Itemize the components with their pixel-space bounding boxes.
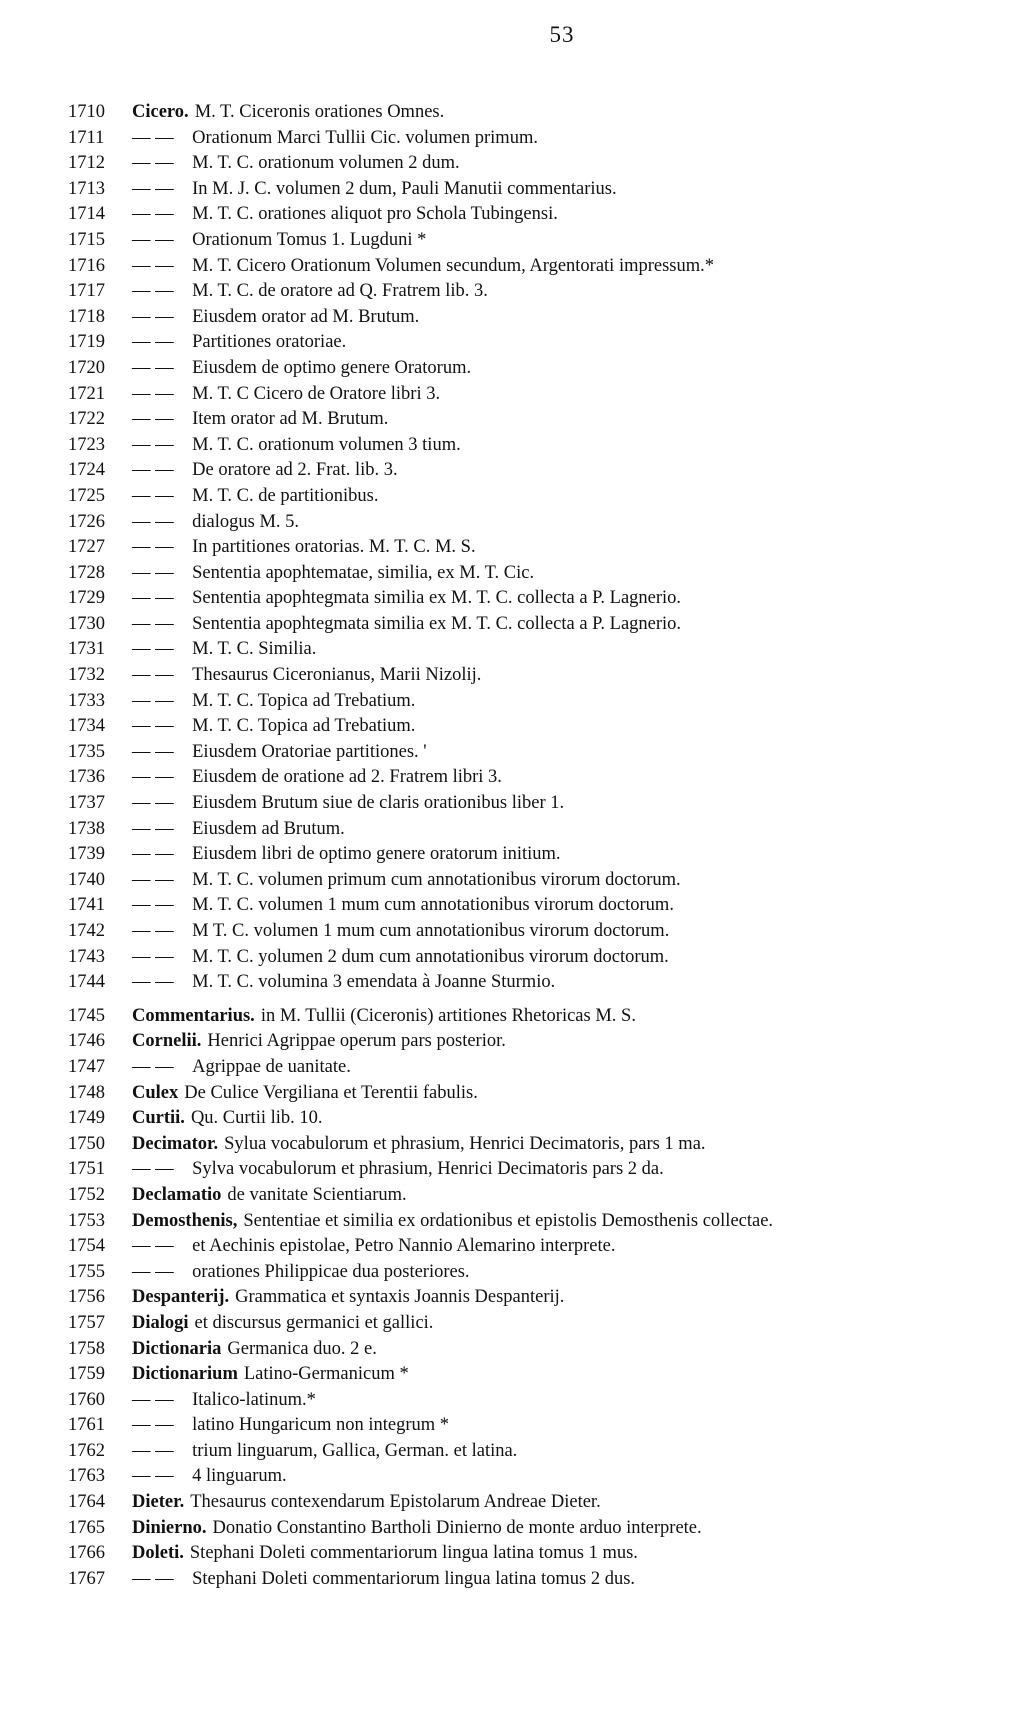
catalog-entry	[68, 1541, 978, 1567]
ditto-dash: — —	[132, 153, 174, 174]
ditto-dash: — —	[132, 1466, 174, 1487]
catalog-entry	[68, 228, 978, 254]
entry-title: De Culice Vergiliana et Terentii fabulis.	[184, 1082, 478, 1103]
catalog-entry	[68, 382, 978, 408]
catalog-entry	[68, 1209, 978, 1235]
ditto-dash: — —	[132, 357, 174, 378]
catalog-entry	[68, 919, 978, 945]
entry-text	[132, 433, 978, 459]
entry-number: 1721	[68, 383, 105, 404]
entry-number: 1749	[68, 1108, 105, 1129]
entry-number: 1730	[68, 613, 105, 634]
catalog-entry	[68, 689, 978, 715]
entry-text	[132, 254, 978, 280]
entry-text	[132, 868, 978, 894]
entry-number: 1756	[68, 1287, 105, 1308]
entry-text	[132, 586, 978, 612]
ditto-dash: — —	[132, 1440, 174, 1461]
entry-title: de vanitate Scientiarum.	[227, 1184, 407, 1205]
entry-text	[132, 279, 978, 305]
catalog-entry	[68, 893, 978, 919]
catalog-entry	[68, 1337, 978, 1363]
entry-text	[132, 305, 978, 331]
entry-number: 1733	[68, 690, 105, 711]
entry-text	[132, 484, 978, 510]
entry-number: 1748	[68, 1082, 105, 1103]
entry-title: M T. C. volumen 1 mum cum annotationibus virorum doctorum.	[192, 921, 670, 941]
entry-text	[132, 1464, 978, 1490]
ditto-dash: — —	[132, 1389, 174, 1410]
catalog-entry	[68, 842, 978, 868]
entry-title: Eiusdem Brutum siue de claris orationibus liber 1.	[192, 793, 565, 814]
entry-text	[132, 1132, 978, 1158]
entry-number: 1759	[68, 1364, 105, 1385]
entry-text	[132, 612, 978, 638]
ditto-dash: — —	[132, 665, 174, 686]
entry-heading: Cornelii.	[132, 1031, 202, 1052]
catalog-entry	[68, 151, 978, 177]
entry-number: 1760	[68, 1389, 105, 1410]
entry-title: Stephani Doleti commentariorum lingua latina tomus 1 mus.	[189, 1543, 638, 1564]
entry-number: 1717	[68, 281, 105, 302]
entry-heading: Cicero.	[132, 102, 189, 122]
entry-text	[132, 330, 978, 356]
ditto-dash: — —	[132, 281, 174, 302]
entry-title: M. T. C. yolumen 2 dum cum annotationibus virorum doctorum.	[192, 946, 669, 967]
entry-number: 1740	[68, 869, 105, 890]
ditto-dash: — —	[132, 562, 174, 583]
entry-number: 1736	[68, 767, 105, 788]
entry-number: 1746	[68, 1031, 105, 1052]
entry-title: Sententia apophtegmata similia ex M. T. C. collecta a P. Lagnerio.	[192, 613, 682, 634]
entry-title: Orationum Marci Tullii Cic. volumen primum.	[192, 127, 538, 148]
entry-number: 1752	[68, 1184, 105, 1205]
entry-number: 1762	[68, 1440, 105, 1461]
catalog-entry	[68, 945, 978, 971]
entry-number: 1716	[68, 255, 105, 276]
entry-text	[132, 1106, 978, 1132]
ditto-dash: — —	[132, 767, 174, 788]
entry-number: 1737	[68, 793, 105, 814]
entry-text	[132, 1029, 978, 1055]
catalog-entry	[68, 1183, 978, 1209]
entry-title: Sylva vocabulorum et phrasium, Henrici Decimatoris pars 2 da.	[192, 1159, 664, 1180]
ditto-dash: — —	[132, 204, 174, 225]
entry-text	[132, 817, 978, 843]
catalog-entry	[68, 1081, 978, 1107]
catalog-entry	[68, 612, 978, 638]
catalog-entry	[68, 100, 978, 126]
ditto-dash: — —	[132, 178, 174, 199]
entry-title: Grammatica et syntaxis Joannis Despanterij.	[235, 1287, 565, 1308]
entry-text	[132, 382, 978, 408]
entry-number: 1741	[68, 895, 105, 916]
entry-title: De oratore ad 2. Frat. lib. 3.	[192, 460, 398, 481]
entry-title: Henrici Agrippae operum pars posterior.	[207, 1031, 506, 1052]
ditto-dash: — —	[132, 485, 174, 506]
entry-title: trium linguarum, Gallica, German. et latina.	[192, 1440, 518, 1461]
catalog-entry	[68, 356, 978, 382]
ditto-dash: — —	[132, 229, 174, 250]
catalog-entry	[68, 1490, 978, 1516]
entry-title: Eiusdem de optimo genere Oratorum.	[192, 357, 472, 378]
catalog-entry	[68, 1285, 978, 1311]
entry-number: 1763	[68, 1466, 105, 1487]
entry-number: 1744	[68, 972, 105, 993]
ditto-dash: — —	[132, 921, 174, 941]
entry-number: 1720	[68, 357, 105, 378]
entry-title: Italico-latinum.*	[192, 1389, 316, 1410]
entry-heading: Decimator.	[132, 1133, 219, 1154]
entry-title: M. T. Ciceronis orationes Omnes.	[194, 102, 445, 122]
entry-text	[132, 1055, 978, 1081]
entry-title: Eiusdem libri de optimo genere oratorum initium.	[192, 844, 561, 865]
catalog-entry	[68, 305, 978, 331]
entry-title: Sententia apophtegmata similia ex M. T. C. collecta a P. Lagnerio.	[192, 588, 682, 609]
entry-number: 1742	[68, 921, 105, 941]
entry-title: Eiusdem de oratione ad 2. Fratrem libri 3.	[192, 767, 502, 788]
entry-title: Thesaurus Ciceronianus, Marii Nizolij.	[192, 665, 482, 686]
entry-number: 1743	[68, 946, 105, 967]
catalog-entry	[68, 586, 978, 612]
entry-heading: Culex	[132, 1082, 179, 1103]
ditto-dash: — —	[132, 1236, 174, 1257]
entry-title: Item orator ad M. Brutum.	[192, 409, 389, 430]
entry-title: M. T. C. orationum volumen 3 tium.	[192, 434, 461, 455]
entry-heading: Dictionarium	[132, 1364, 238, 1385]
entry-title: M. T. C. volumen primum cum annotationibus virorum doctorum.	[192, 869, 681, 890]
entry-title: M. T. C Cicero de Oratore libri 3.	[192, 383, 441, 404]
entry-title: M. T. C. orationum volumen 2 dum.	[192, 153, 460, 174]
entry-text	[132, 842, 978, 868]
entry-title: M. T. C. Topica ad Trebatium.	[192, 716, 416, 737]
catalog-entry	[68, 1029, 978, 1055]
catalog-entry	[68, 1055, 978, 1081]
entry-number: 1739	[68, 844, 105, 865]
entry-text	[132, 1490, 978, 1516]
catalog-entry	[68, 1516, 978, 1542]
ditto-dash: — —	[132, 844, 174, 865]
ditto-dash: — —	[132, 588, 174, 609]
entry-text	[132, 765, 978, 791]
catalog-entry	[68, 1362, 978, 1388]
entry-number: 1732	[68, 665, 105, 686]
entry-number: 1734	[68, 716, 105, 737]
entry-number: 1724	[68, 460, 105, 481]
ditto-dash: — —	[132, 332, 174, 353]
ditto-dash: — —	[132, 306, 174, 327]
entry-number: 1767	[68, 1568, 105, 1589]
entry-title: dialogus M. 5.	[192, 511, 300, 532]
entry-number: 1731	[68, 639, 105, 660]
entry-text	[132, 1157, 978, 1183]
catalog-entry	[68, 740, 978, 766]
entry-number: 1753	[68, 1210, 105, 1231]
catalog-entry	[68, 1004, 978, 1030]
ditto-dash: — —	[132, 434, 174, 455]
ditto-dash: — —	[132, 537, 174, 558]
ditto-dash: — —	[132, 1568, 174, 1589]
entry-number: 1755	[68, 1261, 105, 1282]
entry-number: 1727	[68, 537, 105, 558]
catalog-entry	[68, 791, 978, 817]
ditto-dash: — —	[132, 818, 174, 839]
entry-text	[132, 458, 978, 484]
entry-number: 1713	[68, 178, 105, 199]
catalog-entry	[68, 484, 978, 510]
entry-text	[132, 1183, 978, 1209]
catalog-entry	[68, 1234, 978, 1260]
catalog-entry	[68, 535, 978, 561]
ditto-dash: — —	[132, 1415, 174, 1436]
entry-title: Orationum Tomus 1. Lugduni *	[192, 229, 427, 250]
entry-title: orationes Philippicae dua posteriores.	[192, 1261, 470, 1282]
entry-text	[132, 356, 978, 382]
entry-title: in M. Tullii (Ciceronis) artitiones Rhetoricas M. S.	[260, 1005, 636, 1026]
catalog-entry	[68, 1567, 978, 1593]
entry-number: 1712	[68, 153, 105, 174]
entry-number: 1726	[68, 511, 105, 532]
ditto-dash: — —	[132, 690, 174, 711]
ditto-dash: — —	[132, 972, 174, 993]
entry-title: M. T. C. Topica ad Trebatium.	[192, 690, 416, 711]
catalog-entry	[68, 126, 978, 152]
entry-text	[132, 791, 978, 817]
ditto-dash: — —	[132, 1261, 174, 1282]
entry-number: 1729	[68, 588, 105, 609]
entry-text	[132, 663, 978, 689]
entry-number: 1710	[68, 102, 105, 122]
catalog-entry	[68, 510, 978, 536]
entry-title: Latino-Germanicum *	[243, 1364, 409, 1385]
entry-number: 1723	[68, 434, 105, 455]
catalog-entry	[68, 1157, 978, 1183]
entry-title: Stephani Doleti commentariorum lingua latina tomus 2 dus.	[192, 1568, 636, 1589]
catalog-entry	[68, 1311, 978, 1337]
catalog-entry	[68, 1260, 978, 1286]
entry-text	[132, 689, 978, 715]
entry-number: 1711	[68, 127, 105, 148]
ditto-dash: — —	[132, 409, 174, 430]
ditto-dash: — —	[132, 511, 174, 532]
entry-heading: Dictionaria	[132, 1338, 222, 1359]
entry-heading: Curtii.	[132, 1108, 185, 1129]
entry-title: Agrippae de uanitate.	[192, 1056, 351, 1077]
entry-number: 1735	[68, 741, 105, 762]
page-number: 53	[549, 22, 575, 47]
entry-text	[132, 1311, 978, 1337]
ditto-dash: — —	[132, 1056, 174, 1077]
entry-number: 1751	[68, 1159, 105, 1180]
entry-heading: Demosthenis,	[132, 1210, 238, 1231]
catalog-entry	[68, 1439, 978, 1465]
entry-text	[132, 714, 978, 740]
ditto-dash: — —	[132, 639, 174, 660]
entry-title: Sententia apophtematae, similia, ex M. T. Cic.	[192, 562, 535, 583]
entry-heading: Dialogi	[132, 1312, 189, 1333]
entry-text	[132, 228, 978, 254]
catalog-entry	[68, 254, 978, 280]
entry-title: Eiusdem Oratoriae partitiones. '	[192, 741, 427, 762]
entry-number: 1747	[68, 1056, 105, 1077]
entry-text	[132, 561, 978, 587]
entry-heading: Dinierno.	[132, 1517, 207, 1538]
catalog-entry	[68, 177, 978, 203]
entry-text	[132, 1388, 978, 1414]
entry-title: Thesaurus contexendarum Epistolarum Andreae Dieter.	[190, 1492, 601, 1513]
ditto-dash: — —	[132, 460, 174, 481]
entry-text	[132, 1234, 978, 1260]
entry-title: In M. J. C. volumen 2 dum, Pauli Manutii commentarius.	[192, 178, 617, 199]
entry-text	[132, 1362, 978, 1388]
entry-title: M. T. C. Similia.	[192, 639, 317, 660]
entry-title: latino Hungaricum non integrum *	[192, 1415, 450, 1436]
catalog-entry	[68, 970, 978, 996]
entry-heading: Commentarius.	[132, 1005, 255, 1026]
catalog-entry	[68, 1106, 978, 1132]
entry-heading: Dieter.	[132, 1492, 185, 1513]
entry-number: 1750	[68, 1133, 105, 1154]
entry-number: 1738	[68, 818, 105, 839]
catalog-entry	[68, 637, 978, 663]
entry-title: et discursus germanici et gallici.	[194, 1312, 434, 1333]
catalog-entry	[68, 765, 978, 791]
entry-text	[132, 919, 978, 945]
entry-number: 1757	[68, 1312, 105, 1333]
entry-number: 1766	[68, 1543, 105, 1564]
catalog-entry	[68, 663, 978, 689]
catalog-entry	[68, 561, 978, 587]
ditto-dash: — —	[132, 741, 174, 762]
entry-number: 1719	[68, 332, 105, 353]
entry-text	[132, 126, 978, 152]
entry-heading: Doleti.	[132, 1543, 184, 1564]
entry-title: M. T. C. volumen 1 mum cum annotationibus virorum doctorum.	[192, 895, 674, 916]
entry-text	[132, 1567, 978, 1593]
entry-number: 1745	[68, 1005, 105, 1026]
ditto-dash: — —	[132, 255, 174, 276]
entry-title: M. T. C. de partitionibus.	[192, 485, 379, 506]
entry-title: In partitiones oratorias. M. T. C. M. S.	[192, 537, 476, 558]
entry-text	[132, 1413, 978, 1439]
ditto-dash: — —	[132, 383, 174, 404]
ditto-dash: — —	[132, 895, 174, 916]
entry-number: 1761	[68, 1415, 105, 1436]
catalog-entry	[68, 407, 978, 433]
entry-number: 1725	[68, 485, 105, 506]
catalog-entry	[68, 1464, 978, 1490]
entry-number: 1722	[68, 409, 105, 430]
catalog-entry	[68, 202, 978, 228]
entry-text	[132, 535, 978, 561]
entry-number: 1765	[68, 1517, 105, 1538]
entry-number: 1754	[68, 1236, 105, 1257]
entry-title: M. T. Cicero Orationum Volumen secundum, Argentorati impressum.*	[192, 255, 715, 276]
entry-number: 1764	[68, 1492, 105, 1513]
entry-title: Donatio Constantino Bartholi Dinierno de monte arduo interprete.	[212, 1517, 702, 1538]
entry-text	[132, 1516, 978, 1542]
catalog-entry	[68, 714, 978, 740]
entry-text	[132, 1439, 978, 1465]
catalog-entry	[68, 1413, 978, 1439]
entry-heading: Despanterij.	[132, 1287, 230, 1308]
entry-title: Eiusdem orator ad M. Brutum.	[192, 306, 420, 327]
entry-text	[132, 510, 978, 536]
entry-text	[132, 970, 978, 996]
ditto-dash: — —	[132, 127, 174, 148]
entry-number: 1714	[68, 204, 105, 225]
entry-title: 4 linguarum.	[192, 1466, 287, 1487]
ditto-dash: — —	[132, 613, 174, 634]
entry-title: et Aechinis epistolae, Petro Nannio Alemarino interprete.	[192, 1236, 616, 1257]
entry-text	[132, 1285, 978, 1311]
entry-title: Sententiae et similia ex ordationibus et epistolis Demosthenis collectae.	[243, 1210, 774, 1231]
entry-text	[132, 202, 978, 228]
entry-text	[132, 1081, 978, 1107]
entry-title: Qu. Curtii lib. 10.	[190, 1108, 323, 1129]
catalog-entry	[68, 433, 978, 459]
ditto-dash: — —	[132, 793, 174, 814]
catalog-entry	[68, 1388, 978, 1414]
entry-title: Partitiones oratoriae.	[192, 332, 347, 353]
entry-number: 1758	[68, 1338, 105, 1359]
catalog-entry	[68, 868, 978, 894]
entry-text	[132, 100, 978, 126]
ditto-dash: — —	[132, 1159, 174, 1180]
catalog-entry-list	[68, 100, 978, 1592]
entry-title: Eiusdem ad Brutum.	[192, 818, 345, 839]
catalog-entry	[68, 279, 978, 305]
entry-text	[132, 1209, 978, 1235]
entry-number: 1728	[68, 562, 105, 583]
entry-title: Germanica duo. 2 e.	[227, 1338, 377, 1359]
entry-text	[132, 893, 978, 919]
entry-text	[132, 151, 978, 177]
catalog-entry	[68, 458, 978, 484]
entry-text	[132, 407, 978, 433]
catalog-entry	[68, 817, 978, 843]
ditto-dash: — —	[132, 869, 174, 890]
entry-title: Sylua vocabulorum et phrasium, Henrici Decimatoris, pars 1 ma.	[224, 1133, 706, 1154]
entry-text	[132, 637, 978, 663]
entry-number: 1718	[68, 306, 105, 327]
catalog-entry	[68, 1132, 978, 1158]
entry-title: M. T. C. de oratore ad Q. Fratrem lib. 3.	[192, 281, 488, 302]
entry-text	[132, 1541, 978, 1567]
entry-text	[132, 1337, 978, 1363]
entry-heading: Declamatio	[132, 1184, 222, 1205]
entry-text	[132, 740, 978, 766]
catalog-entry	[68, 330, 978, 356]
entry-text	[132, 945, 978, 971]
entry-text	[132, 177, 978, 203]
entry-text	[132, 1004, 978, 1030]
ditto-dash: — —	[132, 716, 174, 737]
entry-text	[132, 1260, 978, 1286]
entry-number: 1715	[68, 229, 105, 250]
entry-title: M. T. C. orationes aliquot pro Schola Tubingensi.	[192, 204, 558, 225]
ditto-dash: — —	[132, 946, 174, 967]
entry-title: M. T. C. volumina 3 emendata à Joanne Sturmio.	[192, 972, 556, 993]
